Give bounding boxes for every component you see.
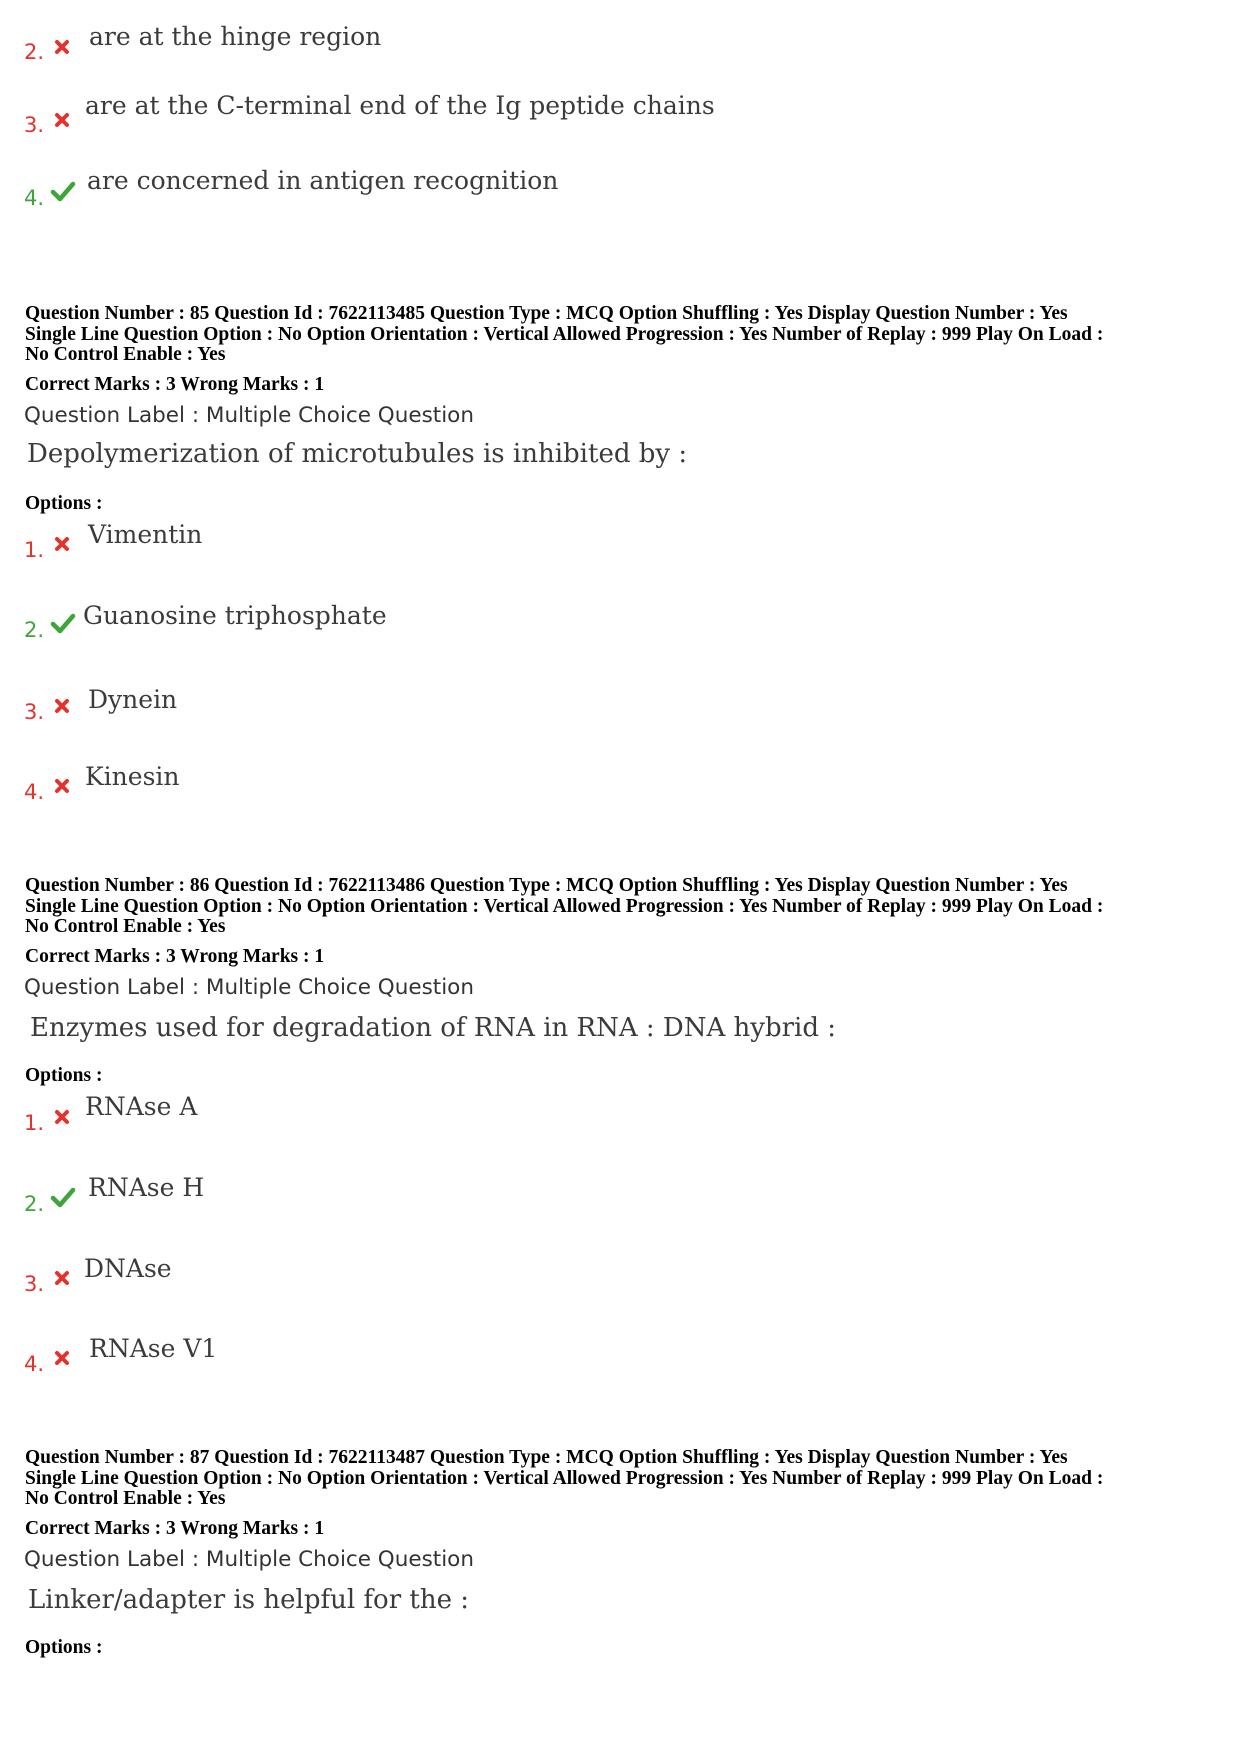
question-text: Depolymerization of microtubules is inhibited by : (27, 439, 688, 469)
option-text: RNAse A (85, 1092, 198, 1121)
option-text: RNAse H (88, 1173, 205, 1202)
option-number: 3. (24, 113, 45, 137)
option-number: 1. (24, 1111, 45, 1135)
option-number: 2. (24, 618, 45, 642)
meta-line: Question Number : 87 Question Id : 7622113487 Question Type : MCQ Option Shuffling : Yes Display Question Number : Yes (25, 1447, 1068, 1468)
meta-line: No Control Enable : Yes (25, 344, 226, 365)
option-number: 4. (24, 1352, 45, 1376)
question-meta (25, 304, 1103, 366)
option-number: 4. (24, 780, 45, 804)
question-text: Enzymes used for degradation of RNA in RNA : DNA hybrid : (30, 1013, 837, 1043)
option-text: are concerned in antigen recognition (87, 166, 559, 195)
option-number: 2. (24, 40, 45, 64)
cross-icon (53, 697, 71, 715)
question-label: Question Label : Multiple Choice Question (24, 975, 474, 1000)
option-number: 3. (24, 700, 45, 724)
question-label: Question Label : Multiple Choice Question (24, 403, 474, 428)
question-meta (25, 1448, 1103, 1510)
question-text: Linker/adapter is helpful for the : (28, 1585, 470, 1615)
question-meta (25, 876, 1103, 938)
cross-icon (53, 535, 71, 553)
option-text: Dynein (88, 685, 178, 714)
option-text: DNAse (84, 1254, 172, 1283)
options-heading: Options : (25, 1637, 103, 1658)
options-heading: Options : (25, 493, 103, 514)
cross-icon (53, 777, 71, 795)
option-number: 1. (24, 538, 45, 562)
cross-icon (53, 1108, 71, 1126)
meta-line: Question Number : 85 Question Id : 7622113485 Question Type : MCQ Option Shuffling : Yes Display Question Number : Yes (25, 303, 1068, 324)
check-icon (50, 612, 76, 634)
option-number: 3. (24, 1272, 45, 1296)
meta-line: Single Line Question Option : No Option Orientation : Vertical Allowed Progression : Yes Number of Replay : 999 Play On Load : (25, 895, 1104, 917)
option-text: RNAse V1 (89, 1334, 218, 1363)
meta-line: Single Line Question Option : No Option Orientation : Vertical Allowed Progression : Yes Number of Replay : 999 Play On Load : (25, 1467, 1104, 1489)
cross-icon (53, 111, 71, 129)
check-icon (50, 1186, 76, 1208)
marks-info: Correct Marks : 3 Wrong Marks : 1 (25, 374, 325, 395)
options-heading: Options : (25, 1065, 103, 1086)
cross-icon (53, 38, 71, 56)
meta-line: No Control Enable : Yes (25, 1488, 226, 1509)
option-text: are at the hinge region (89, 22, 382, 51)
meta-line: No Control Enable : Yes (25, 916, 226, 937)
marks-info: Correct Marks : 3 Wrong Marks : 1 (25, 946, 325, 967)
option-text: Vimentin (88, 520, 203, 549)
meta-line: Question Number : 86 Question Id : 7622113486 Question Type : MCQ Option Shuffling : Yes Display Question Number : Yes (25, 875, 1068, 896)
marks-info: Correct Marks : 3 Wrong Marks : 1 (25, 1518, 325, 1539)
option-text: are at the C-terminal end of the Ig peptide chains (85, 91, 715, 120)
option-text: Kinesin (85, 762, 180, 791)
cross-icon (53, 1269, 71, 1287)
cross-icon (53, 1349, 71, 1367)
option-number: 2. (24, 1192, 45, 1216)
option-number: 4. (24, 186, 45, 210)
option-text: Guanosine triphosphate (83, 601, 387, 630)
check-icon (50, 180, 76, 202)
question-label: Question Label : Multiple Choice Question (24, 1547, 474, 1572)
meta-line: Single Line Question Option : No Option Orientation : Vertical Allowed Progression : Yes Number of Replay : 999 Play On Load : (25, 323, 1104, 345)
